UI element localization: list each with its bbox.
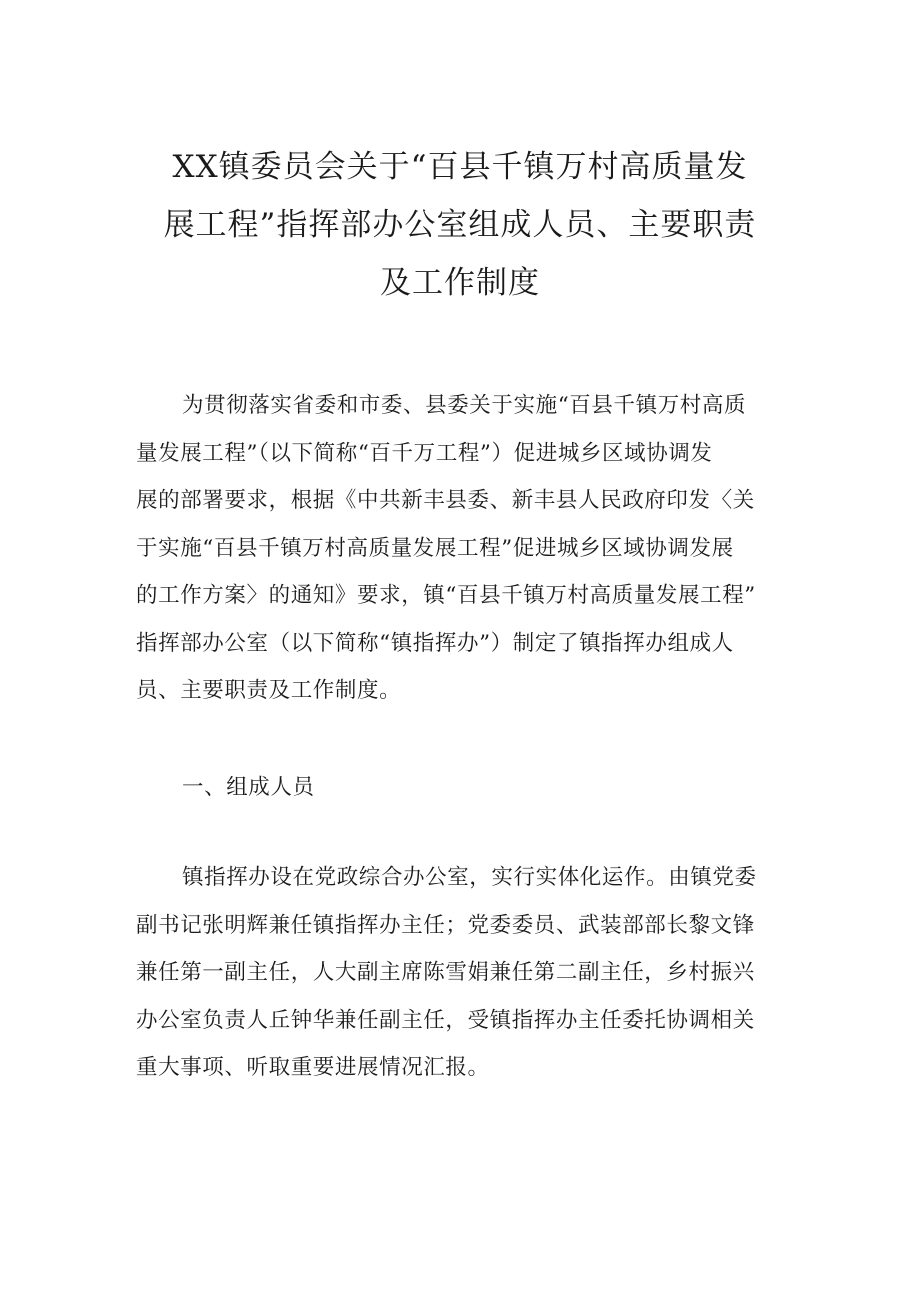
paragraph-line: 为贯彻落实省委和市委、县委关于实施“百县千镇万村高质 bbox=[182, 393, 747, 418]
paragraph-line: 办公室负责人丘钟华兼任副主任，受镇指挥办主任委托协调相关 bbox=[136, 1007, 755, 1033]
section-heading-text: 一、组成人员 bbox=[182, 775, 315, 800]
title-line-2: 展工程”指挥部办公室组成人员、主要职责 bbox=[163, 207, 757, 243]
intro-paragraph bbox=[136, 382, 796, 715]
members-paragraph bbox=[136, 854, 796, 1092]
document-title bbox=[120, 138, 800, 312]
paragraph-line: 量发展工程”（以下简称“百千万工程”）促进城乡区域协调发 bbox=[136, 440, 713, 466]
paragraph-line: 展的部署要求，根据《中共新丰县委、新丰县人民政府印发〈关 bbox=[136, 488, 755, 513]
paragraph-line: 的工作方案〉的通知》要求，镇“百县千镇万村高质量发展工程” bbox=[136, 583, 756, 608]
paragraph-line: 于实施“百县千镇万村高质量发展工程”促进城乡区域协调发展 bbox=[136, 535, 734, 561]
paragraph-line: 镇指挥办设在党政综合办公室，实行实体化运作。由镇党委 bbox=[182, 865, 757, 890]
paragraph-line: 兼任第一副主任，人大副主席陈雪娟兼任第二副主任，乡村振兴 bbox=[136, 960, 755, 985]
paragraph-line: 指挥部办公室（以下简称“镇指挥办”）制定了镇指挥办组成人 bbox=[136, 630, 734, 656]
section-heading bbox=[136, 764, 796, 812]
paragraph-line: 副书记张明辉兼任镇指挥办主任；党委委员、武装部部长黎文锋 bbox=[136, 912, 755, 938]
paragraph-line: 员、主要职责及工作制度。 bbox=[136, 678, 402, 703]
title-line-1: XX镇委员会关于“百县千镇万村高质量发 bbox=[172, 149, 748, 185]
paragraph-line: 重大事项、听取重要进展情况汇报。 bbox=[136, 1055, 490, 1080]
title-line-3: 及工作制度 bbox=[380, 265, 540, 301]
